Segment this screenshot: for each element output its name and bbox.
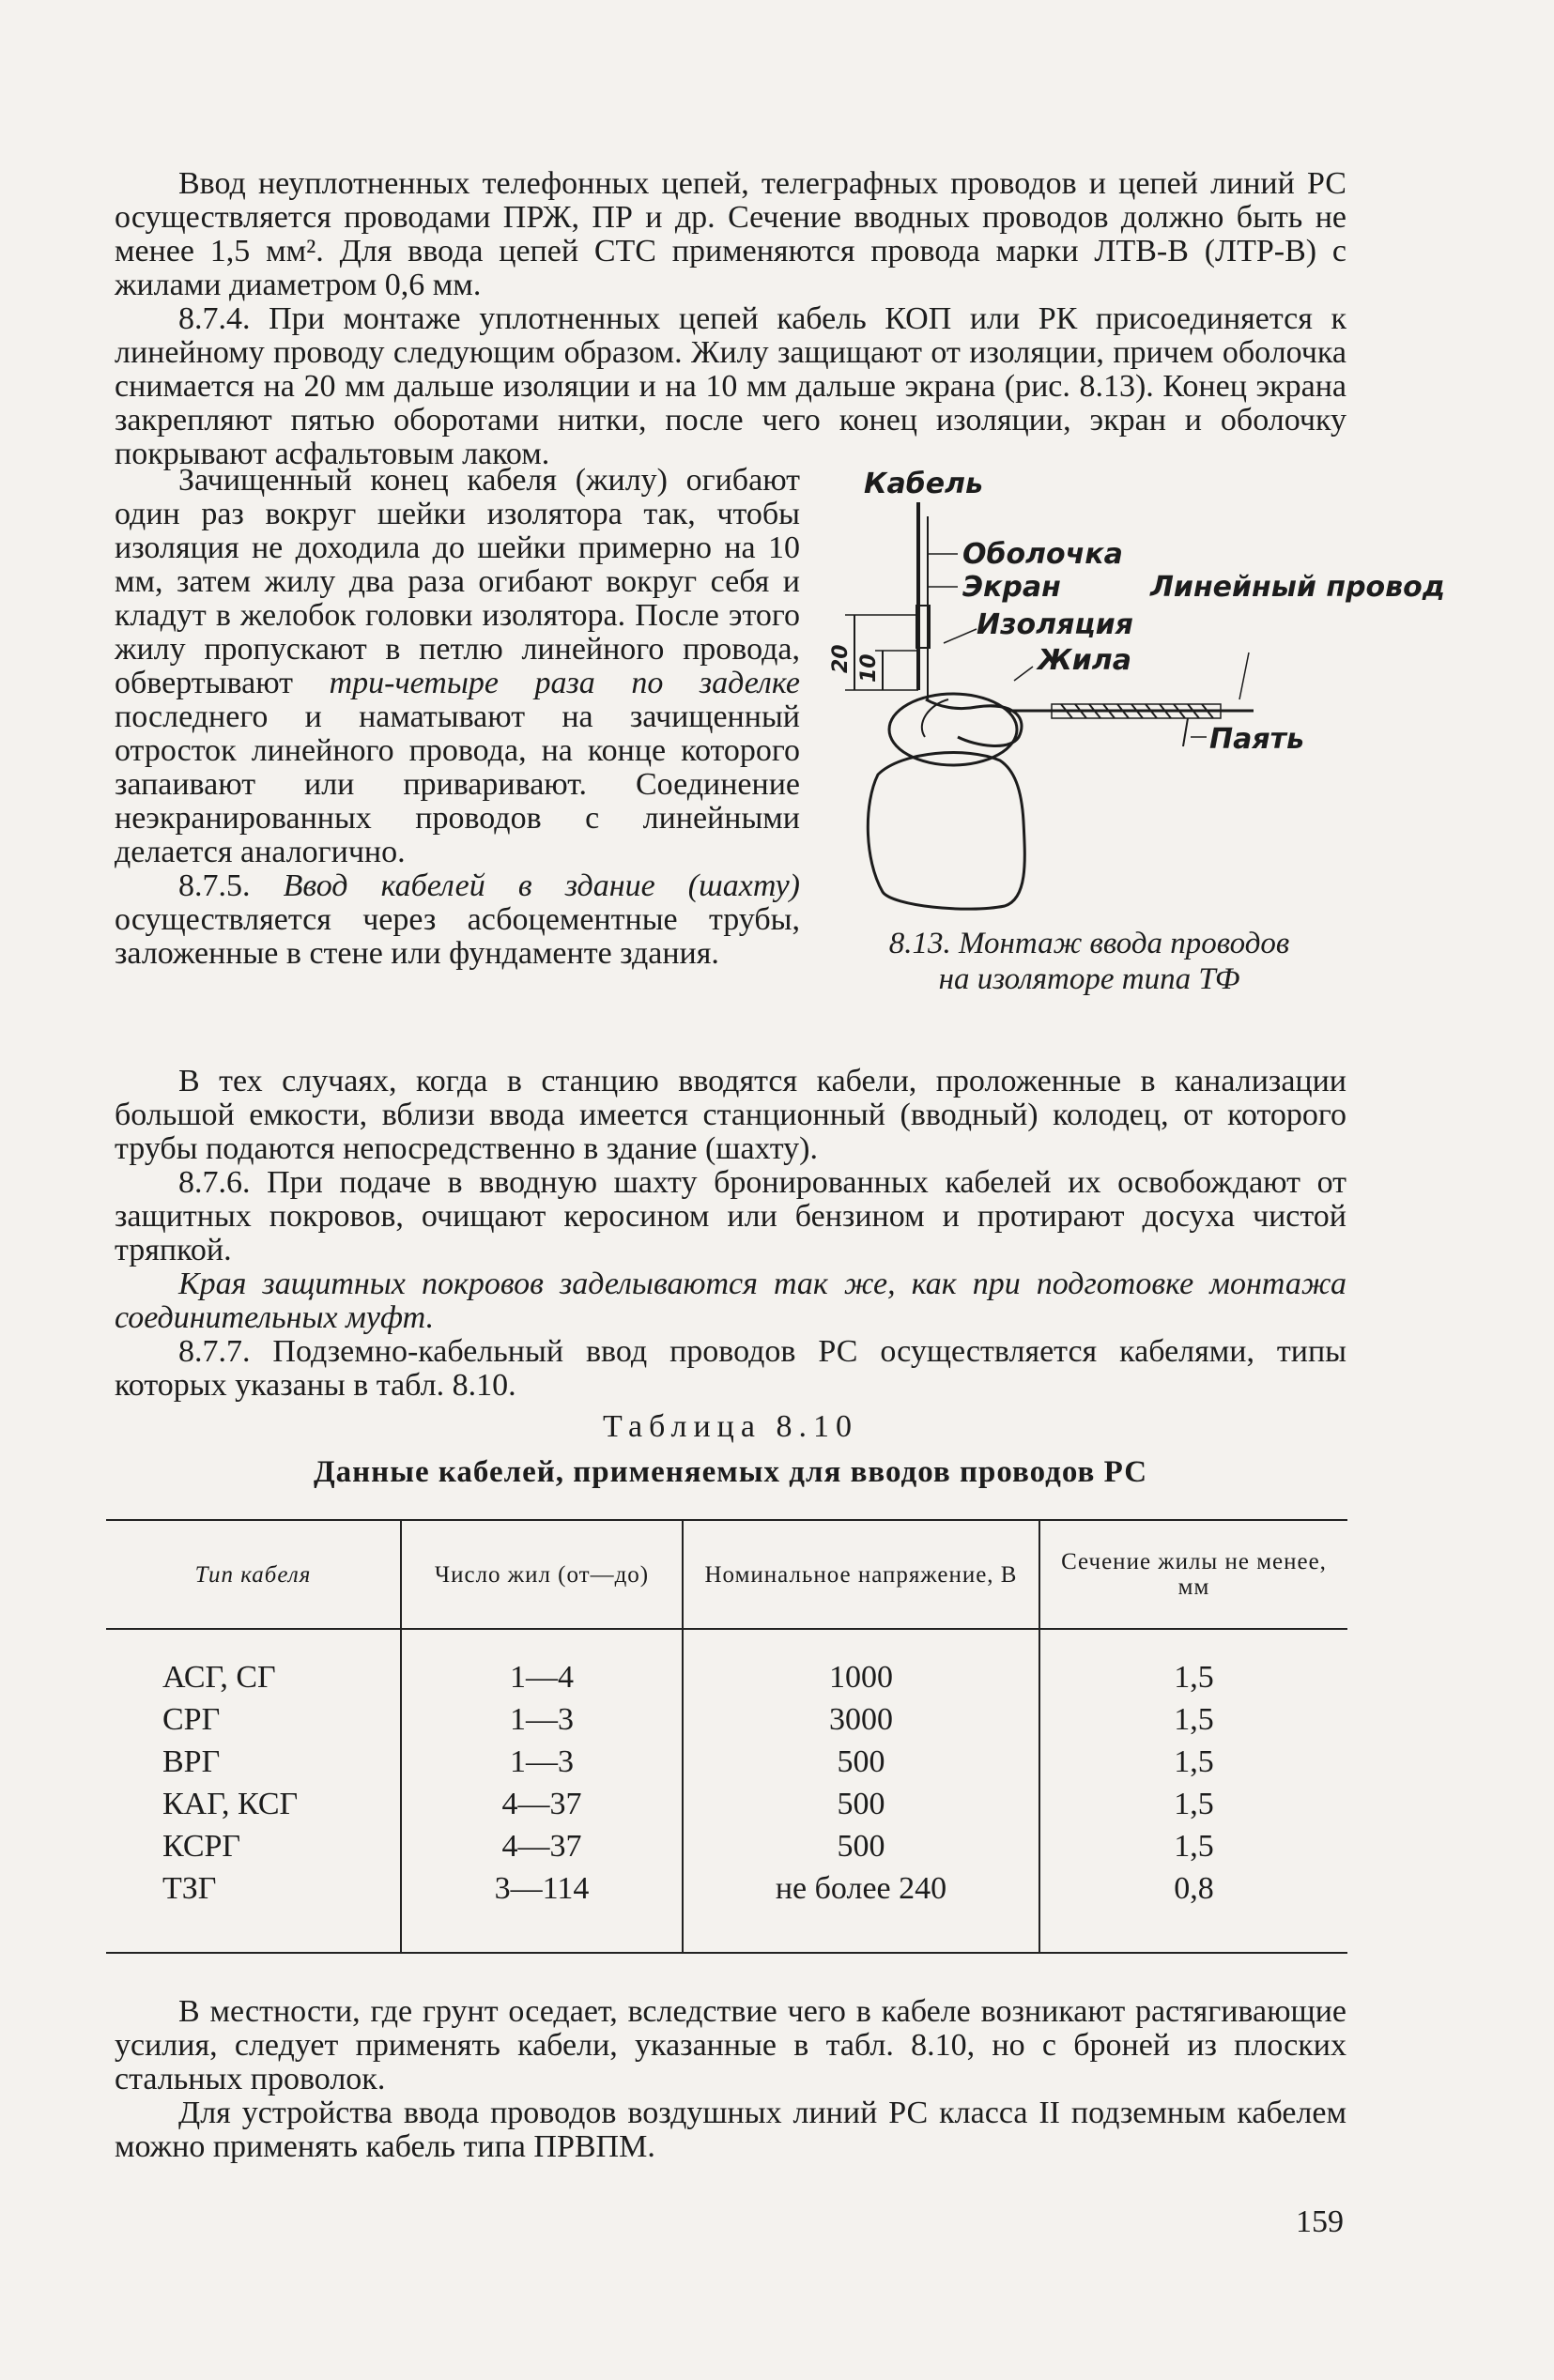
core-wrap [926,699,1022,745]
label-core: Жила [1038,644,1131,677]
dim-20: 20 [829,644,853,673]
table-row [106,1825,1347,1867]
table-cell: 0,8 [1039,1867,1347,1953]
paragraph-part: последнего и наматывают на зачищенный отросток линейного провода, на конце которого запаивают или приваривают. Соединение неэкранированных проводов с линейными делается аналогично. [115,699,800,869]
table-cell: ВРГ [162,1744,221,1779]
table-cell: 1,5 [1039,1698,1347,1741]
page-number: 159 [1296,2204,1344,2239]
text-block-bottom [115,1995,1346,2164]
table-cell: 1—3 [401,1741,683,1783]
paragraph-part: осуществляется через асбоцементные трубы, заложенные в стене или фундаменте здания. [115,902,800,971]
column-header: Число жил (от—до) [401,1520,683,1629]
figure-caption-line: на изоляторе типа ТФ [938,962,1240,996]
table-cell: 1—4 [401,1629,683,1698]
label-line-wire [1149,571,1445,604]
table-cell: 500 [683,1825,1039,1867]
paragraph-part: 8.7.5. [178,868,284,903]
label-line-wire-text: Линейный провод [1150,571,1445,604]
label-cable: Кабель [864,468,984,500]
table-row [106,1867,1347,1953]
dim-10: 10 [857,653,881,683]
table-cell: не более 240 [683,1867,1039,1953]
table-cell: 4—37 [401,1783,683,1825]
core-loop [922,699,948,737]
figure-drawing [826,465,1445,925]
column-header: Сечение жилы не менее, мм [1039,1520,1347,1629]
table-cell: 3—114 [401,1867,683,1953]
table-cell: 1,5 [1039,1741,1347,1783]
table-caption [115,1408,1346,1491]
table-cell: 500 [683,1783,1039,1825]
label-solder: Паять [1209,723,1304,756]
table-row [106,1698,1347,1741]
label-insulation: Изоляция [977,608,1133,641]
table-cell: 3000 [683,1698,1039,1741]
paragraph: В тех случаях, когда в станцию вводятся кабели, проложенные в канализации большой емкости, вблизи ввода имеется станционный (вводный) колодец, от которого трубы подаются непосредственно в здание (шахту). [115,1064,1346,1166]
label-screen: Экран [962,571,1061,604]
paragraph-part: Зачищенный конец кабеля (жилу) огибают один раз вокруг шейки изолятора так, чтобы изоляция не доходила до шейки примерно на 10 мм, затем жилу два раза огибают вокруг себя и кладут в желобок головки изолятора. После этого жилу пропускают в петлю линейного провода, обвертывают [115,463,800,700]
text-block-middle [115,1065,1346,1403]
paragraph: 8.7.4. При монтаже уплотненных цепей кабель КОП или РК присоединяется к линейному проводу следующим образом. Жилу защищают от изоляции, причем оболочка снимается на 20 мм дальше изоляции и на 10 мм дальше экрана (рис. 8.13). Конец экрана закрепляют пятью оборотами нитки, после чего конец изоляции, экран и оболочку покрывают асфальтовым лаком. [115,301,1346,471]
table-cell: СРГ [162,1702,221,1737]
table-cell: 1,5 [1039,1783,1347,1825]
table-cell: ТЗГ [106,1867,401,1953]
paragraph [115,464,800,869]
cable-data-table [106,1519,1347,1954]
table-cell: 1,5 [1039,1629,1347,1698]
table-row [106,1741,1347,1783]
paragraph: Ввод неуплотненных телефонных цепей, телеграфных проводов и цепей линий РС осуществляется проводами ПРЖ, ПР и др. Сечение вводных проводов должно быть не менее 1,5 мм². Для ввода цепей СТС применяются провода марки ЛТВ-В (ЛТР-В) с жилами диаметром 0,6 мм. [115,166,1346,302]
table-cell: 4—37 [401,1825,683,1867]
text-block-top [115,167,1346,471]
label-sheath: Оболочка [962,538,1123,571]
table-cell: 500 [683,1741,1039,1783]
table-row [106,1629,1347,1698]
figure-caption-line: 8.13. Монтаж ввода проводов [888,927,1290,960]
table-number: Таблица 8.10 [603,1409,858,1444]
paragraph-italic: Края защитных покровов заделываются так же, как при подготовке монтажа соединительных муфт. [115,1267,1346,1335]
paragraph [115,869,800,971]
table-cell: АСГ, СГ [162,1660,276,1695]
table-cell: 1—3 [401,1698,683,1741]
insulator-head [889,694,1017,765]
table-cell: КСРГ [162,1829,241,1864]
figure-insulator-mounting [826,465,1445,925]
paragraph-part-italic: Ввод кабелей в здание (шахту) [283,868,801,903]
figure-caption [826,926,1352,997]
table-cell: КАГ, КСГ [162,1787,299,1821]
table-header-row [106,1520,1347,1629]
column-header: Тип кабеля [106,1520,401,1629]
paragraph-part-italic: три-четыре раза по заделке [329,666,800,700]
table-row [106,1783,1347,1825]
paragraph: 8.7.7. Подземно-кабельный ввод проводов РС осуществляется кабелями, типы которых указаны в табл. 8.10. [115,1334,1346,1403]
table-cell: 1,5 [1039,1825,1347,1867]
paragraph: Для устройства ввода проводов воздушных линий РС класса II подземным кабелем можно применять кабель типа ПРВПМ. [115,2096,1346,2164]
table-cell: 1000 [683,1629,1039,1698]
insulator-body [868,753,1024,910]
table-title: Данные кабелей, применяемых для вводов проводов РС [313,1455,1148,1489]
paragraph: 8.7.6. При подаче в вводную шахту бронированных кабелей их освобождают от защитных покровов, очищают керосином или бензином и протирают досуха чистой тряпкой. [115,1165,1346,1267]
paragraph: В местности, где грунт оседает, вследствие чего в кабеле возникают растягивающие усилия, следует применять кабели, указанные в табл. 8.10, но с броней из плоских стальных проволок. [115,1994,1346,2096]
text-block-left-column [115,464,800,971]
column-header: Номинальное напряжение, В [683,1520,1039,1629]
